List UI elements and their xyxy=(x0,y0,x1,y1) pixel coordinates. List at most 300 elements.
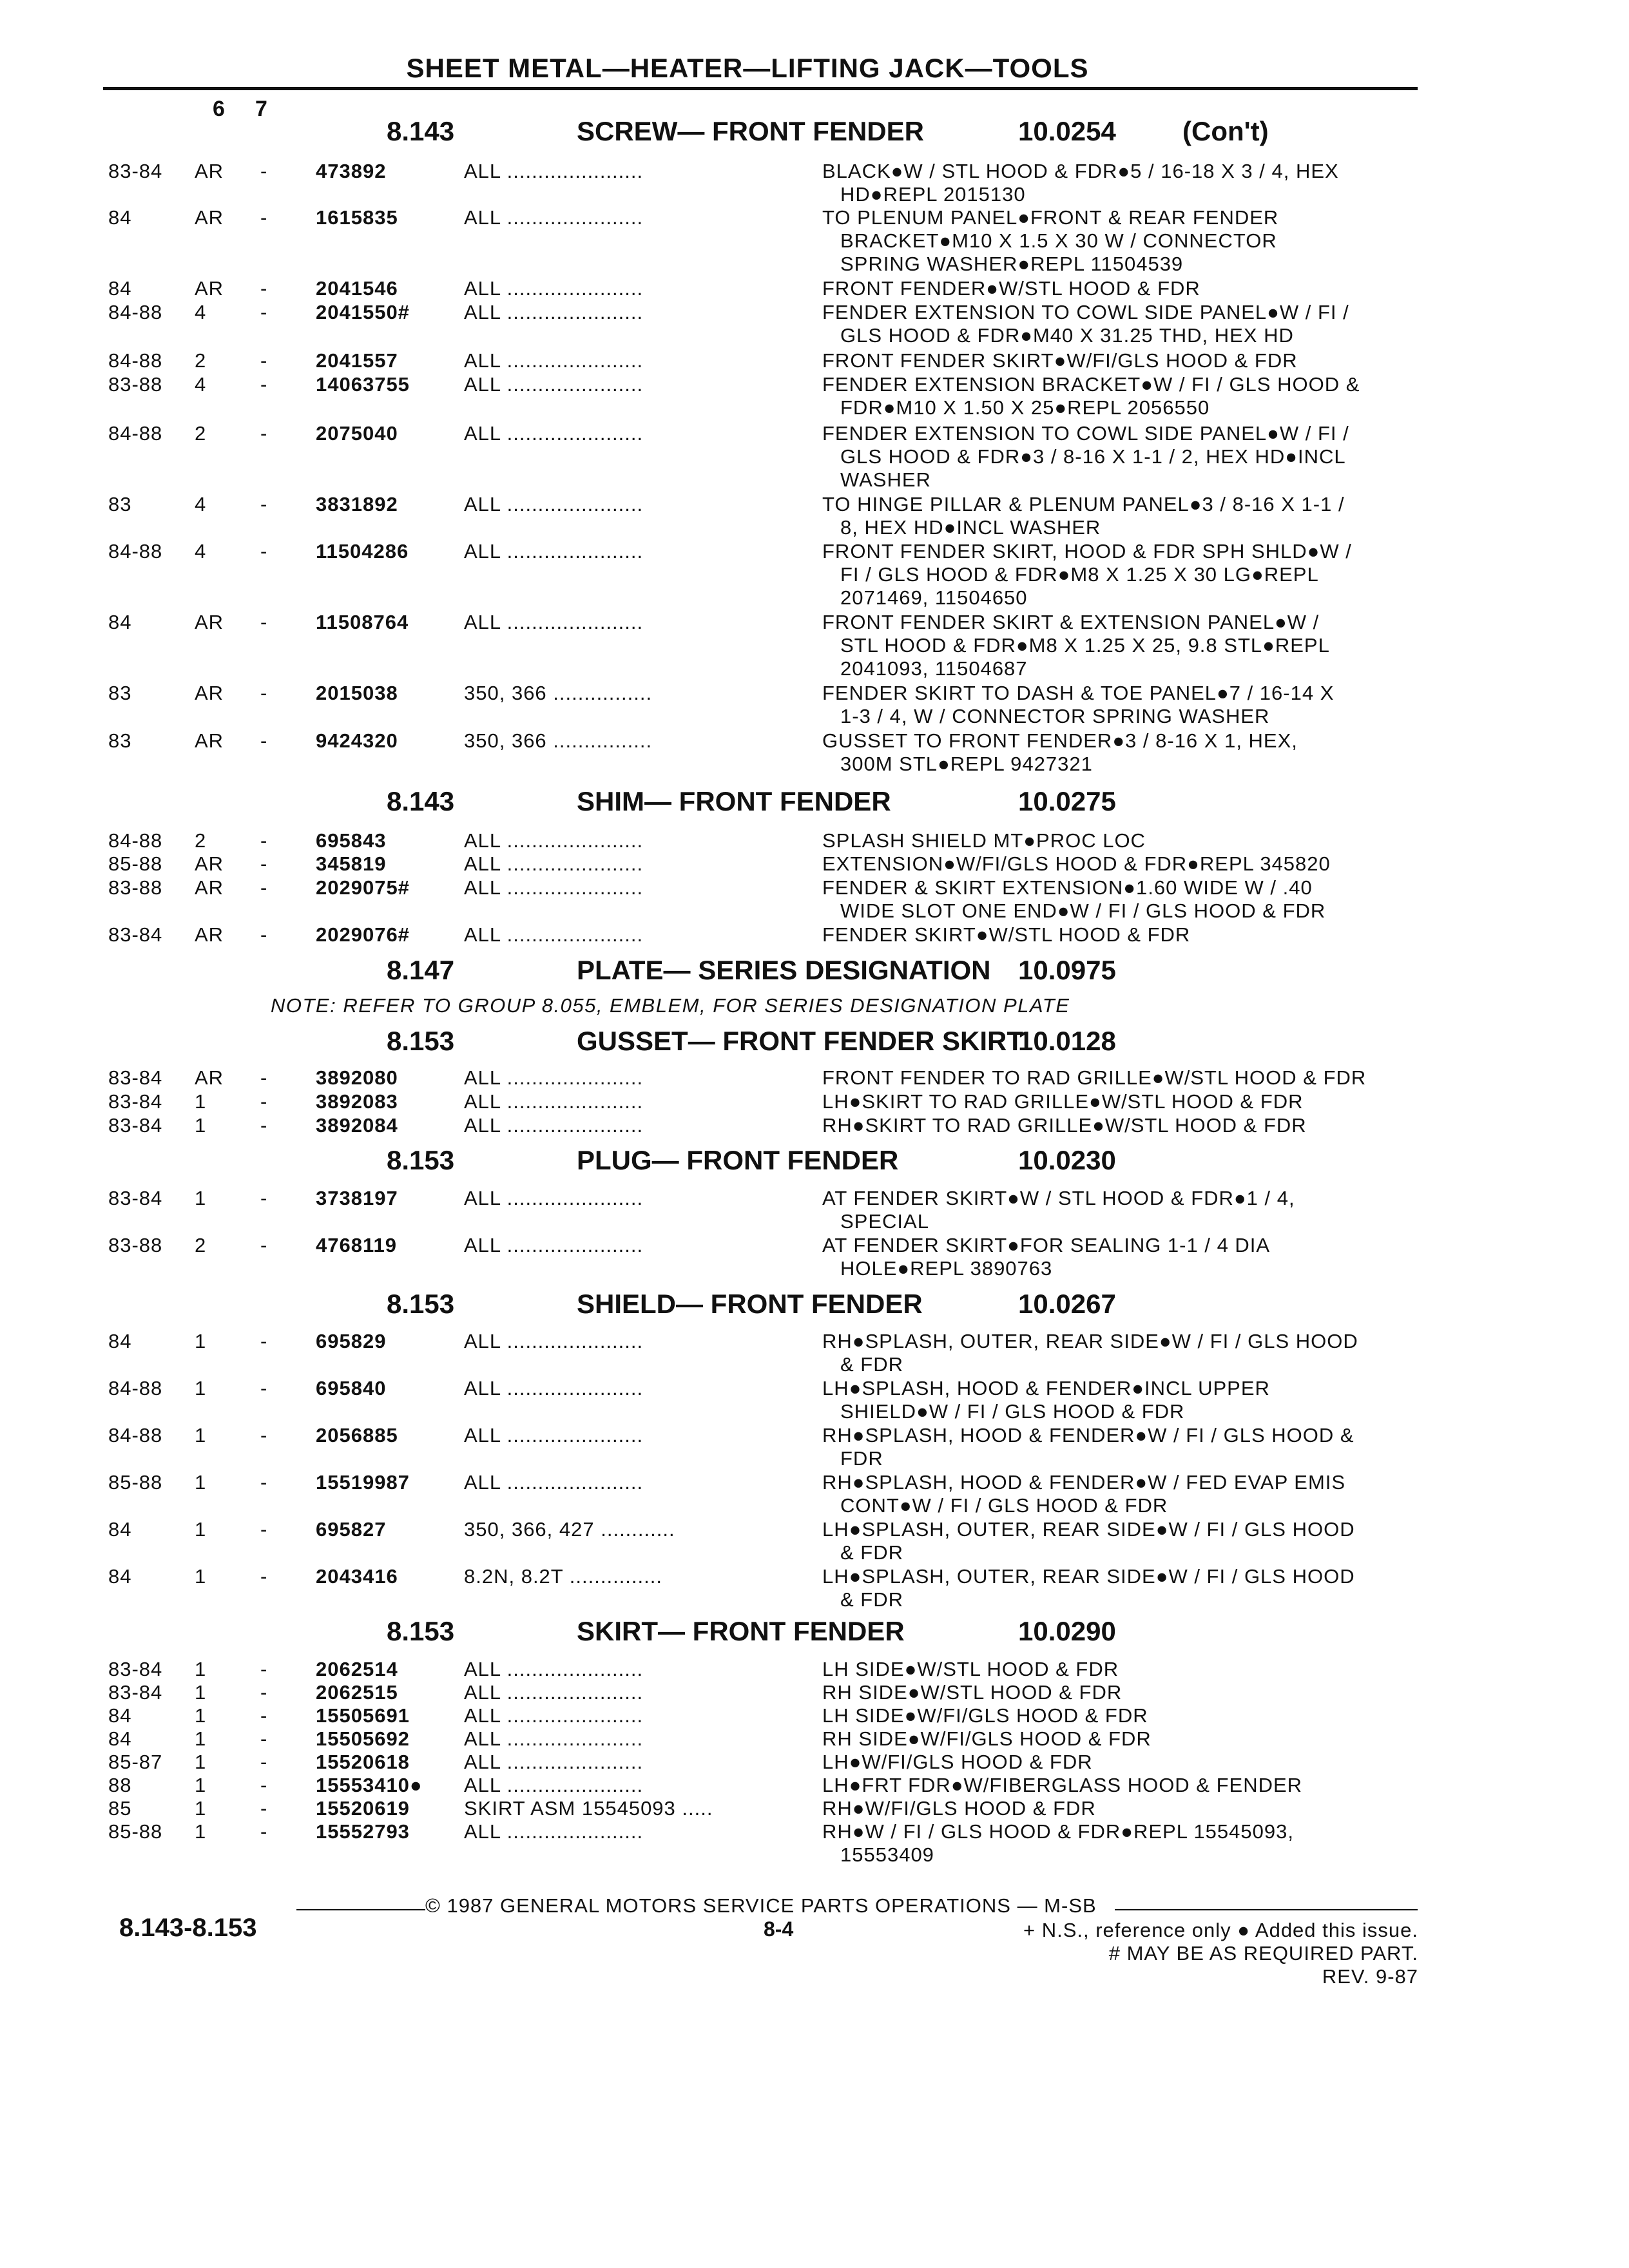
quantity: AR xyxy=(195,277,224,300)
quantity: 2 xyxy=(195,349,207,372)
part-number: 15553410● xyxy=(316,1774,423,1796)
quantity: 1 xyxy=(195,1424,207,1446)
section-name: PLUG— FRONT FENDER xyxy=(577,1145,899,1175)
description-line: STL HOOD & FDR●M8 X 1.25 X 25, 9.8 STL●REPL xyxy=(840,634,1330,657)
description-line: LH●W/FI/GLS HOOD & FDR xyxy=(822,1751,1093,1773)
model-year: 83-84 xyxy=(108,1681,163,1704)
column-number-6: 6 xyxy=(213,97,225,121)
column-dash: - xyxy=(260,1704,268,1727)
model-year: 84-88 xyxy=(108,349,163,372)
header-rule xyxy=(103,87,1418,90)
description-line: LH SIDE●W/STL HOOD & FDR xyxy=(822,1658,1119,1680)
quantity: 1 xyxy=(195,1090,207,1113)
section-name: SKIRT— FRONT FENDER xyxy=(577,1616,905,1646)
application: ALL ...................... xyxy=(464,1658,644,1680)
part-number: 15505692 xyxy=(316,1727,410,1750)
quantity: AR xyxy=(195,160,224,182)
quantity: 1 xyxy=(195,1187,207,1209)
footer-legend-ns: + N.S., reference only ● Added this issue. xyxy=(1023,1919,1418,1941)
application: ALL ...................... xyxy=(464,611,644,633)
application: ALL ...................... xyxy=(464,493,644,515)
section-code: 10.0254 xyxy=(1018,116,1116,146)
column-dash: - xyxy=(260,493,268,515)
application: ALL ...................... xyxy=(464,1727,644,1750)
application: ALL ...................... xyxy=(464,1774,644,1796)
description-line: LH●SPLASH, OUTER, REAR SIDE●W / FI / GLS HOOD xyxy=(822,1565,1355,1588)
section-group-number: 8.143 xyxy=(387,116,455,146)
application: ALL ...................... xyxy=(464,1704,644,1727)
page-title: SHEET METAL—HEATER—LIFTING JACK—TOOLS xyxy=(406,53,1089,83)
quantity: 4 xyxy=(195,301,207,323)
column-dash: - xyxy=(260,829,268,852)
model-year: 83-84 xyxy=(108,923,163,946)
column-dash: - xyxy=(260,729,268,752)
part-number: 695843 xyxy=(316,829,387,852)
quantity: 1 xyxy=(195,1797,207,1820)
model-year: 84-88 xyxy=(108,301,163,323)
description xyxy=(822,422,1428,492)
part-number: 9424320 xyxy=(316,729,398,752)
description xyxy=(822,729,1428,776)
part-number: 15552793 xyxy=(316,1820,410,1843)
description-line: GLS HOOD & FDR●3 / 8-16 X 1-1 / 2, HEX HD●INCL xyxy=(840,445,1346,468)
description-line: 8, HEX HD●INCL WASHER xyxy=(840,516,1101,539)
section-continued: (Con't) xyxy=(1182,116,1269,146)
description-line: FENDER EXTENSION TO COWL SIDE PANEL●W / FI / xyxy=(822,301,1349,323)
description-line: RH●W / FI / GLS HOOD & FDR●REPL 15545093, xyxy=(822,1820,1294,1843)
model-year: 85 xyxy=(108,1797,132,1820)
model-year: 84 xyxy=(108,1727,132,1750)
footer-revision: REV. 9-87 xyxy=(1322,1965,1418,1988)
model-year: 83-84 xyxy=(108,1066,163,1089)
quantity: 1 xyxy=(195,1774,207,1796)
column-dash: - xyxy=(260,373,268,396)
part-number: 11508764 xyxy=(316,611,409,633)
part-number: 4768119 xyxy=(316,1234,397,1256)
model-year: 84 xyxy=(108,1518,132,1541)
application: ALL ...................... xyxy=(464,1114,644,1137)
description-line: FENDER EXTENSION BRACKET●W / FI / GLS HOOD & xyxy=(822,373,1360,396)
model-year: 84-88 xyxy=(108,422,163,445)
column-dash: - xyxy=(260,1330,268,1352)
description-line: FI / GLS HOOD & FDR●M8 X 1.25 X 30 LG●REPL xyxy=(840,563,1319,586)
part-number: 2062515 xyxy=(316,1681,398,1704)
description-line: BRACKET●M10 X 1.5 X 30 W / CONNECTOR xyxy=(840,229,1277,252)
application: ALL ...................... xyxy=(464,1377,644,1399)
description xyxy=(822,876,1428,923)
model-year: 85-88 xyxy=(108,1820,163,1843)
quantity: 1 xyxy=(195,1820,207,1843)
part-number: 2041546 xyxy=(316,277,398,300)
description xyxy=(822,611,1428,680)
part-number: 345819 xyxy=(316,852,387,875)
description-line: & FDR xyxy=(840,1588,903,1611)
column-number-7: 7 xyxy=(255,97,267,121)
application: ALL ...................... xyxy=(464,206,644,229)
section-group-number: 8.153 xyxy=(387,1616,455,1646)
description-line: HD●REPL 2015130 xyxy=(840,183,1026,206)
part-number: 2075040 xyxy=(316,422,398,445)
part-number: 3831892 xyxy=(316,493,398,515)
model-year: 85-88 xyxy=(108,1471,163,1494)
section-name: SHIELD— FRONT FENDER xyxy=(577,1289,923,1319)
quantity: 1 xyxy=(195,1565,207,1588)
description xyxy=(822,493,1428,539)
application: ALL ...................... xyxy=(464,373,644,396)
footer-rule-right xyxy=(1115,1909,1418,1910)
model-year: 88 xyxy=(108,1774,132,1796)
application: ALL ...................... xyxy=(464,829,644,852)
model-year: 83-88 xyxy=(108,373,163,396)
part-number: 2041550# xyxy=(316,301,410,323)
application: 350, 366, 427 ............ xyxy=(464,1518,675,1541)
column-dash: - xyxy=(260,1681,268,1704)
application: ALL ...................... xyxy=(464,277,644,300)
section-name: SHIM— FRONT FENDER xyxy=(577,786,891,816)
column-dash: - xyxy=(260,1565,268,1588)
quantity: 1 xyxy=(195,1377,207,1399)
column-dash: - xyxy=(260,301,268,323)
description xyxy=(822,1518,1428,1564)
description-line: 2041093, 11504687 xyxy=(840,657,1028,680)
column-dash: - xyxy=(260,611,268,633)
description-line: 1-3 / 4, W / CONNECTOR SPRING WASHER xyxy=(840,705,1270,727)
application: SKIRT ASM 15545093 ..... xyxy=(464,1797,713,1820)
column-dash: - xyxy=(260,1090,268,1113)
model-year: 84-88 xyxy=(108,829,163,852)
description xyxy=(822,923,1428,947)
description xyxy=(822,1704,1428,1727)
description-line: SPRING WASHER●REPL 11504539 xyxy=(840,253,1184,275)
description xyxy=(822,1187,1428,1233)
column-dash: - xyxy=(260,1424,268,1446)
description xyxy=(822,1751,1428,1774)
model-year: 84 xyxy=(108,1330,132,1352)
column-dash: - xyxy=(260,277,268,300)
model-year: 83-84 xyxy=(108,1187,163,1209)
description-line: & FDR xyxy=(840,1541,903,1564)
description-line: EXTENSION●W/FI/GLS HOOD & FDR●REPL 345820 xyxy=(822,852,1331,875)
part-number: 3892083 xyxy=(316,1090,398,1113)
description-line: FRONT FENDER SKIRT●W/FI/GLS HOOD & FDR xyxy=(822,349,1298,372)
model-year: 85-87 xyxy=(108,1751,163,1773)
application: ALL ...................... xyxy=(464,1751,644,1773)
description xyxy=(822,1377,1428,1423)
description-line: HOLE●REPL 3890763 xyxy=(840,1257,1053,1280)
description-line: WIDE SLOT ONE END●W / FI / GLS HOOD & FDR xyxy=(840,899,1326,922)
part-number: 2056885 xyxy=(316,1424,398,1446)
description xyxy=(822,1727,1428,1751)
description xyxy=(822,373,1428,419)
quantity: 2 xyxy=(195,1234,207,1256)
column-dash: - xyxy=(260,1377,268,1399)
description-line: 2071469, 11504650 xyxy=(840,586,1028,609)
description-line: FRONT FENDER SKIRT, HOOD & FDR SPH SHLD●W / xyxy=(822,540,1352,562)
description-line: RH●SKIRT TO RAD GRILLE●W/STL HOOD & FDR xyxy=(822,1114,1307,1137)
description xyxy=(822,1565,1428,1611)
description xyxy=(822,1234,1428,1280)
description xyxy=(822,160,1428,206)
model-year: 84 xyxy=(108,277,132,300)
quantity: 1 xyxy=(195,1751,207,1773)
part-number: 15519987 xyxy=(316,1471,410,1494)
description-line: LH SIDE●W/FI/GLS HOOD & FDR xyxy=(822,1704,1148,1727)
model-year: 83-84 xyxy=(108,160,163,182)
application: ALL ...................... xyxy=(464,422,644,445)
quantity: AR xyxy=(195,682,224,704)
application: ALL ...................... xyxy=(464,1066,644,1089)
description xyxy=(822,1090,1428,1113)
description xyxy=(822,1066,1428,1090)
part-number: 473892 xyxy=(316,160,387,182)
column-dash: - xyxy=(260,852,268,875)
section-name: PLATE— SERIES DESIGNATION xyxy=(577,955,991,985)
description xyxy=(822,301,1428,347)
section-code: 10.0290 xyxy=(1018,1616,1116,1646)
footer-copyright: © 1987 GENERAL MOTORS SERVICE PARTS OPERATIONS — M-SB xyxy=(425,1894,1097,1917)
column-dash: - xyxy=(260,1114,268,1137)
model-year: 83-84 xyxy=(108,1090,163,1113)
application: 8.2N, 8.2T ............... xyxy=(464,1565,662,1588)
description-line: LH●SKIRT TO RAD GRILLE●W/STL HOOD & FDR xyxy=(822,1090,1304,1113)
column-dash: - xyxy=(260,540,268,562)
description-line: LH●SPLASH, HOOD & FENDER●INCL UPPER xyxy=(822,1377,1270,1399)
section-note: NOTE: REFER TO GROUP 8.055, EMBLEM, FOR SERIES DESIGNATION PLATE xyxy=(271,994,1070,1017)
description xyxy=(822,1330,1428,1376)
quantity: 1 xyxy=(195,1658,207,1680)
section-name: GUSSET— FRONT FENDER SKIRT xyxy=(577,1026,1024,1056)
description xyxy=(822,277,1428,300)
application: ALL ...................... xyxy=(464,540,644,562)
description-line: RH●W/FI/GLS HOOD & FDR xyxy=(822,1797,1096,1820)
description-line: FENDER & SKIRT EXTENSION●1.60 WIDE W / .40 xyxy=(822,876,1313,899)
description xyxy=(822,1797,1428,1820)
description-line: FDR●M10 X 1.50 X 25●REPL 2056550 xyxy=(840,396,1210,419)
description xyxy=(822,1774,1428,1797)
description-line: RH●SPLASH, HOOD & FENDER●W / FED EVAP EMIS xyxy=(822,1471,1346,1494)
quantity: 2 xyxy=(195,422,207,445)
model-year: 84 xyxy=(108,206,132,229)
column-dash: - xyxy=(260,876,268,899)
description-line: 300M STL●REPL 9427321 xyxy=(840,753,1093,775)
column-dash: - xyxy=(260,1751,268,1773)
model-year: 83-84 xyxy=(108,1114,163,1137)
description-line: 15553409 xyxy=(840,1843,934,1866)
column-dash: - xyxy=(260,422,268,445)
application: ALL ...................... xyxy=(464,1471,644,1494)
description xyxy=(822,1658,1428,1681)
section-group-number: 8.153 xyxy=(387,1289,455,1319)
section-code: 10.0275 xyxy=(1018,786,1116,816)
description-line: CONT●W / FI / GLS HOOD & FDR xyxy=(840,1494,1168,1517)
application: ALL ...................... xyxy=(464,923,644,946)
column-dash: - xyxy=(260,1518,268,1541)
quantity: 1 xyxy=(195,1704,207,1727)
quantity: 4 xyxy=(195,373,207,396)
part-number: 2043416 xyxy=(316,1565,398,1588)
description xyxy=(822,349,1428,372)
model-year: 84-88 xyxy=(108,540,163,562)
model-year: 84 xyxy=(108,1565,132,1588)
description-line: WASHER xyxy=(840,468,931,491)
part-number: 11504286 xyxy=(316,540,409,562)
column-dash: - xyxy=(260,1471,268,1494)
application: ALL ...................... xyxy=(464,1681,644,1704)
description xyxy=(822,852,1428,876)
description-line: GLS HOOD & FDR●M40 X 31.25 THD, HEX HD xyxy=(840,324,1294,347)
quantity: AR xyxy=(195,876,224,899)
description-line: LH●SPLASH, OUTER, REAR SIDE●W / FI / GLS HOOD xyxy=(822,1518,1355,1541)
model-year: 84 xyxy=(108,611,132,633)
column-dash: - xyxy=(260,206,268,229)
description-line: AT FENDER SKIRT●FOR SEALING 1-1 / 4 DIA xyxy=(822,1234,1271,1256)
column-dash: - xyxy=(260,1234,268,1256)
column-dash: - xyxy=(260,160,268,182)
description xyxy=(822,1681,1428,1704)
model-year: 84-88 xyxy=(108,1377,163,1399)
description-line: TO HINGE PILLAR & PLENUM PANEL●3 / 8-16 X 1-1 / xyxy=(822,493,1345,515)
part-number: 3892084 xyxy=(316,1114,398,1137)
application: ALL ...................... xyxy=(464,349,644,372)
section-code: 10.0975 xyxy=(1018,955,1116,985)
part-number: 695829 xyxy=(316,1330,387,1352)
quantity: 4 xyxy=(195,540,207,562)
description-line: SHIELD●W / FI / GLS HOOD & FDR xyxy=(840,1400,1185,1423)
description-line: RH SIDE●W/FI/GLS HOOD & FDR xyxy=(822,1727,1152,1750)
footer-legend-required: # MAY BE AS REQUIRED PART. xyxy=(1108,1942,1418,1965)
application: ALL ...................... xyxy=(464,1330,644,1352)
application: ALL ...................... xyxy=(464,1820,644,1843)
column-dash: - xyxy=(260,1727,268,1750)
part-number: 3892080 xyxy=(316,1066,398,1089)
part-number: 2029075# xyxy=(316,876,410,899)
quantity: AR xyxy=(195,206,224,229)
quantity: 1 xyxy=(195,1681,207,1704)
section-code: 10.0267 xyxy=(1018,1289,1116,1319)
section-group-number: 8.153 xyxy=(387,1145,455,1175)
part-number: 15505691 xyxy=(316,1704,410,1727)
description-line: FENDER EXTENSION TO COWL SIDE PANEL●W / FI / xyxy=(822,422,1349,445)
quantity: 2 xyxy=(195,829,207,852)
section-code: 10.0128 xyxy=(1018,1026,1116,1056)
description-line: FRONT FENDER●W/STL HOOD & FDR xyxy=(822,277,1200,300)
quantity: AR xyxy=(195,729,224,752)
quantity: 1 xyxy=(195,1727,207,1750)
description-line: BLACK●W / STL HOOD & FDR●5 / 16-18 X 3 / 4, HEX xyxy=(822,160,1339,182)
application: ALL ...................... xyxy=(464,1424,644,1446)
section-group-number: 8.153 xyxy=(387,1026,455,1056)
section-group-number: 8.147 xyxy=(387,955,455,985)
column-dash: - xyxy=(260,1658,268,1680)
description-line: TO PLENUM PANEL●FRONT & REAR FENDER xyxy=(822,206,1279,229)
part-number: 14063755 xyxy=(316,373,410,396)
description xyxy=(822,1820,1428,1867)
part-number: 2041557 xyxy=(316,349,398,372)
part-number: 2062514 xyxy=(316,1658,398,1680)
description xyxy=(822,829,1428,852)
column-dash: - xyxy=(260,682,268,704)
section-name: SCREW— FRONT FENDER xyxy=(577,116,924,146)
description-line: RH●SPLASH, HOOD & FENDER●W / FI / GLS HOOD & xyxy=(822,1424,1354,1446)
column-dash: - xyxy=(260,923,268,946)
model-year: 83-84 xyxy=(108,1658,163,1680)
column-dash: - xyxy=(260,1187,268,1209)
model-year: 84-88 xyxy=(108,1424,163,1446)
model-year: 83 xyxy=(108,729,132,752)
application: 350, 366 ................ xyxy=(464,729,653,752)
quantity: 4 xyxy=(195,493,207,515)
description-line: RH SIDE●W/STL HOOD & FDR xyxy=(822,1681,1123,1704)
application: ALL ...................... xyxy=(464,1234,644,1256)
description xyxy=(822,540,1428,610)
part-number: 695840 xyxy=(316,1377,387,1399)
description-line: SPLASH SHIELD MT●PROC LOC xyxy=(822,829,1146,852)
description-line: FENDER SKIRT TO DASH & TOE PANEL●7 / 16-14 X xyxy=(822,682,1335,704)
description-line: FDR xyxy=(840,1447,883,1470)
quantity: 1 xyxy=(195,1330,207,1352)
footer-rule-left xyxy=(296,1909,425,1910)
quantity: 1 xyxy=(195,1471,207,1494)
application: ALL ...................... xyxy=(464,1090,644,1113)
part-number: 2029076# xyxy=(316,923,410,946)
model-year: 85-88 xyxy=(108,852,163,875)
part-number: 1615835 xyxy=(316,206,398,229)
model-year: 83-88 xyxy=(108,1234,163,1256)
application: ALL ...................... xyxy=(464,160,644,182)
model-year: 83-88 xyxy=(108,876,163,899)
column-dash: - xyxy=(260,1774,268,1796)
part-number: 15520618 xyxy=(316,1751,410,1773)
model-year: 83 xyxy=(108,493,132,515)
column-dash: - xyxy=(260,349,268,372)
description-line: FRONT FENDER TO RAD GRILLE●W/STL HOOD & FDR xyxy=(822,1066,1367,1089)
description-line: AT FENDER SKIRT●W / STL HOOD & FDR●1 / 4, xyxy=(822,1187,1295,1209)
description-line: SPECIAL xyxy=(840,1210,929,1233)
footer-page-number: 8-4 xyxy=(764,1917,794,1941)
description-line: & FDR xyxy=(840,1353,903,1376)
section-group-number: 8.143 xyxy=(387,786,455,816)
part-number: 15520619 xyxy=(316,1797,410,1820)
quantity: AR xyxy=(195,611,224,633)
model-year: 84 xyxy=(108,1704,132,1727)
section-code: 10.0230 xyxy=(1018,1145,1116,1175)
model-year: 83 xyxy=(108,682,132,704)
application: ALL ...................... xyxy=(464,1187,644,1209)
part-number: 3738197 xyxy=(316,1187,398,1209)
footer-group-range: 8.143-8.153 xyxy=(119,1914,257,1942)
description-line: GUSSET TO FRONT FENDER●3 / 8-16 X 1, HEX, xyxy=(822,729,1298,752)
quantity: AR xyxy=(195,1066,224,1089)
column-dash: - xyxy=(260,1820,268,1843)
description-line: LH●FRT FDR●W/FIBERGLASS HOOD & FENDER xyxy=(822,1774,1303,1796)
quantity: AR xyxy=(195,852,224,875)
quantity: 1 xyxy=(195,1518,207,1541)
description-line: FENDER SKIRT●W/STL HOOD & FDR xyxy=(822,923,1191,946)
application: ALL ...................... xyxy=(464,876,644,899)
description xyxy=(822,1471,1428,1517)
description xyxy=(822,1114,1428,1137)
description xyxy=(822,206,1428,276)
part-number: 695827 xyxy=(316,1518,387,1541)
description xyxy=(822,682,1428,728)
application: 350, 366 ................ xyxy=(464,682,653,704)
description-line: FRONT FENDER SKIRT & EXTENSION PANEL●W / xyxy=(822,611,1320,633)
quantity: AR xyxy=(195,923,224,946)
description-line: RH●SPLASH, OUTER, REAR SIDE●W / FI / GLS HOOD xyxy=(822,1330,1358,1352)
description xyxy=(822,1424,1428,1470)
application: ALL ...................... xyxy=(464,301,644,323)
part-number: 2015038 xyxy=(316,682,398,704)
